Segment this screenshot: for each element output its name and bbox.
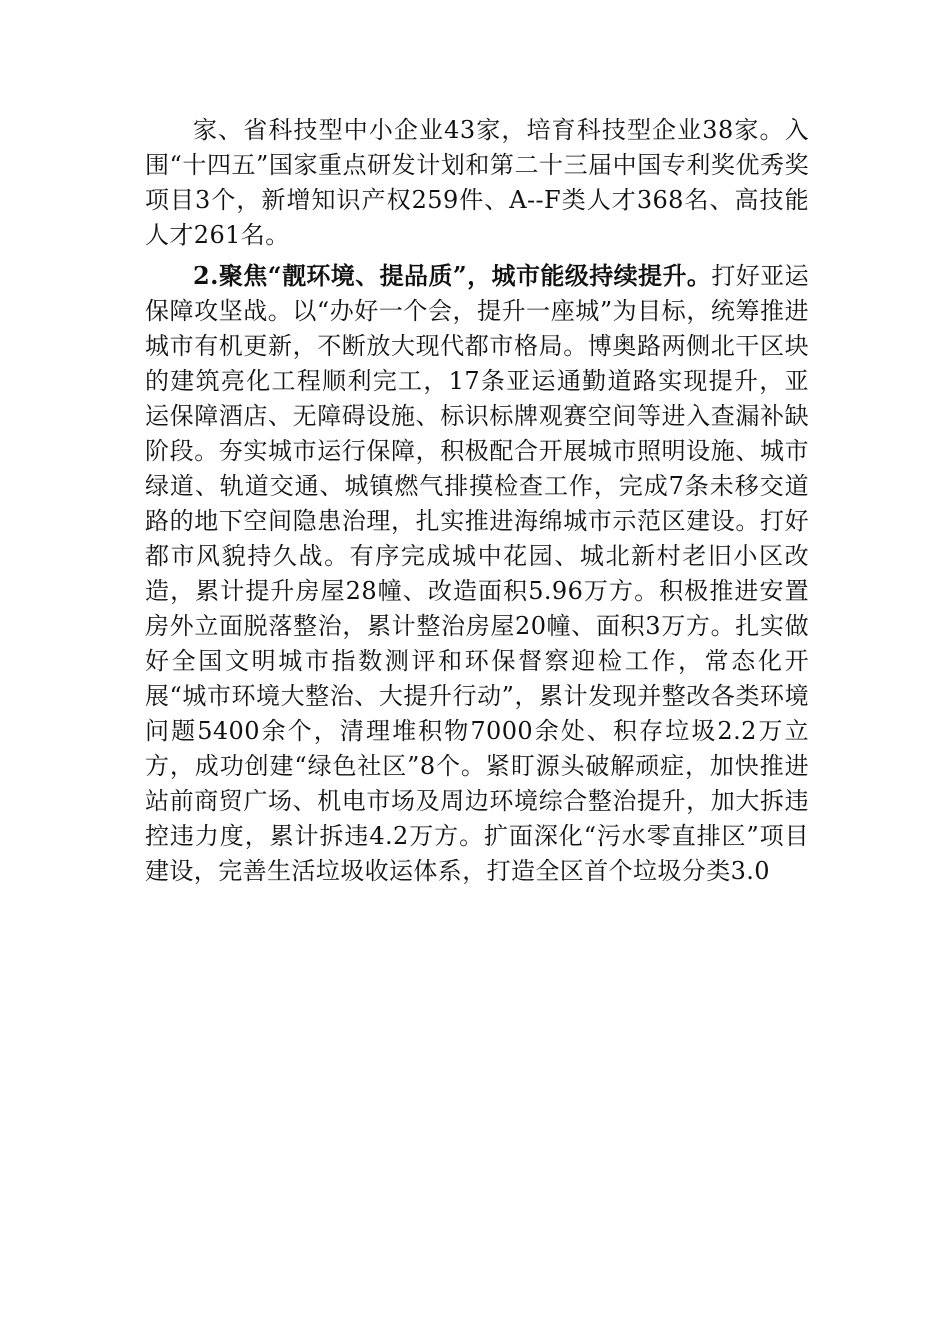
document-body xyxy=(145,113,809,894)
section-body-text: 打好亚运保障攻坚战。以“办好一个会，提升一座城”为目标，统筹推进城市有机更新，不断放大现代都市格局。博奥路两侧北干区块的建筑亮化工程顺利完工，17条亚运通勤道路实现提升，亚运保障酒店、无障碍设施、标识标牌观赛空间等进入查漏补缺阶段。夯实城市运行保障，积极配合开展城市照明设施、城市绿道、轨道交通、城镇燃气排摸检查工作，完成7条未移交道路的地下空间隐患治理，扎实推进海绵城市示范区建设。打好都市风貌持久战。有序完成城中花园、城北新村老旧小区改造，累计提升房屋28幢、改造面积5.96万方。积极推进安置房外立面脱落整治，累计整治房屋20幢、面积3万方。扎实做好全国文明城市指数测评和环保督察迎检工作，常态化开展“城市环境大整治、大提升行动”，累计发现并整改各类环境问题5400余个，清理堆积物7000余处、积存垃圾2.2万立方，成功创建“绿色社区”8个。紧盯源头破解顽症，加快推进站前商贸广场、机电市场及周边环境综合整治提升，加大拆违控违力度，累计拆违4.2万方。扩面深化“污水零直排区”项目建设，完善生活垃圾收运体系，打造全区首个垃圾分类3.0 xyxy=(145,262,809,885)
paragraph-section-2 xyxy=(145,258,809,889)
paragraph-continuation: 家、省科技型中小企业43家，培育科技型企业38家。入围“十四五”国家重点研发计划和第二十三届中国专利奖优秀奖项目3个，新增知识产权259件、A--F类人才368名、高技能人才261名。 xyxy=(145,116,809,249)
section-heading: 2.聚焦“靓环境、提品质”，城市能级持续提升。 xyxy=(193,261,712,290)
